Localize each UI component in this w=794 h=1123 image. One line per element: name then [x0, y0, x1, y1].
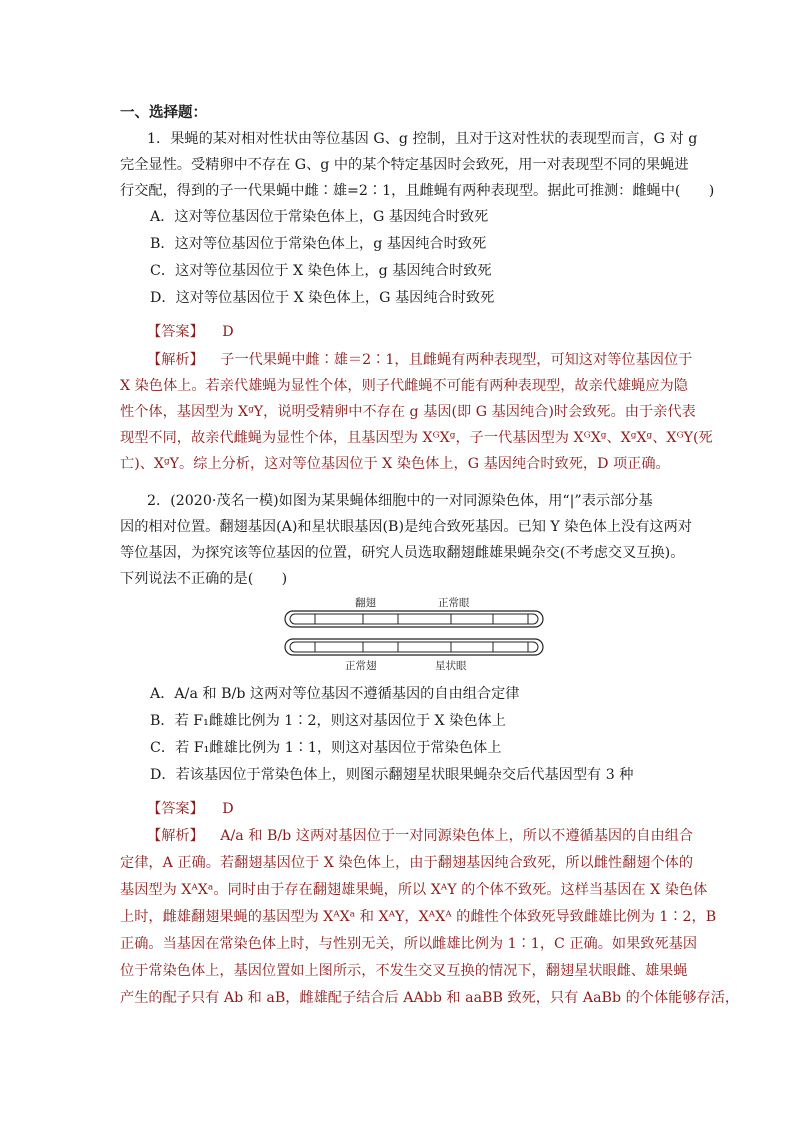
label-normal-wing: 正常翅	[345, 660, 377, 672]
q1-stem-line-2: 完全显性。受精卵中不存在 G、g 中的某个特定基因时会致死，用一对表现型不同的果蝇进	[120, 157, 689, 173]
q2-stem-line-4: 下列说法不正确的是( )	[120, 571, 288, 587]
q2-answer-tag: 【答案】	[147, 801, 204, 817]
q1-option-a: A．这对等位基因位于常染色体上，G 基因纯合时致死	[150, 209, 489, 225]
q2-analysis-line-5: 正确。当基因在常染色体上时，与性别无关，所以雌雄比例为 1∶1，C 正确。如果致死基因	[120, 936, 698, 952]
q1-stem-line-1: 1．果蝇的某对相对性状由等位基因 G、g 控制，且对于这对性状的表现型而言，G 对 g	[147, 131, 698, 147]
q1-analysis-line-3: 性个体，基因型为 XᵍY，说明受精卵中不存在 g 基因(即 G 基因纯合)时会致死。由于亲代表	[120, 404, 696, 420]
q2-analysis-line-6: 位于常染色体上，基因位置如上图所示，不发生交叉互换的情况下，翻翅星状眼雌、雄果蝇	[120, 963, 688, 979]
q2-analysis-tag: 【解析】	[147, 828, 204, 844]
q1-option-b: B．这对等位基因位于常染色体上，g 基因纯合时致死	[150, 236, 487, 252]
q2-option-b: B．若 F₁雌雄比例为 1∶2，则这对基因位于 X 染色体上	[150, 713, 506, 729]
label-normal-eye: 正常眼	[438, 597, 470, 609]
q1-analysis-text-1: 子一代果蝇中雌∶雄＝2∶1，且雌蝇有两种表现型，可知这对等位基因位于	[220, 352, 693, 368]
section-heading: 一、选择题：	[120, 104, 207, 121]
q2-option-a: A．A/a 和 B/b 这两对等位基因不遵循基因的自由组合定律	[150, 686, 520, 702]
q2-stem-line-3: 等位基因，为探究该等位基因的位置，研究人员选取翻翅雌雄果蝇杂交(不考虑交叉互换)。	[120, 545, 685, 561]
q1-analysis-line-4: 现型不同，故亲代雌蝇为显性个体，且基因型为 XᴳXᵍ，子一代基因型为 XᴳXᵍ、XᵍXᵍ、XᴳY(死	[120, 430, 713, 446]
q1-analysis-tag: 【解析】	[147, 352, 204, 368]
q2-analysis-line-3: 基因型为 XᴬXᵃ。同时由于存在翻翅雄果蝇，所以 XᴬY 的个体不致死。这样当基因在 X 染色体	[120, 882, 708, 898]
q2-option-d: D．若该基因位于常染色体上，则图示翻翅星状眼果蝇杂交后代基因型有 3 种	[150, 767, 634, 783]
q2-option-c: C．若 F₁雌雄比例为 1∶1，则这对基因位于常染色体上	[150, 740, 502, 756]
q1-analysis-line-2: X 染色体上。若亲代雄蝇为显性个体，则子代雌蝇不可能有两种表现型，故亲代雄蝇应为隐	[120, 378, 688, 394]
q2-analysis-line-7: 产生的配子只有 Ab 和 aB，雌雄配子结合后 AAbb 和 aaBB 致死，只有 AaBb 的个体能够存活，	[120, 990, 740, 1006]
q1-answer-tag: 【答案】	[147, 324, 204, 340]
q1-option-d: D．这对等位基因位于 X 染色体上，G 基因纯合时致死	[150, 290, 495, 306]
q1-answer	[147, 322, 234, 342]
chromosome-top	[285, 611, 543, 627]
q2-analysis-text-1: A/a 和 B/b 这两对基因位于一对同源染色体上，所以不遵循基因的自由组合	[220, 828, 694, 844]
q1-analysis-line-5: 亡)、XᵍY。综上分析，这对等位基因位于 X 染色体上，G 基因纯合时致死，D 项正确。	[120, 456, 670, 472]
q2-analysis-line-1	[147, 826, 693, 846]
q2-stem-line-2: 因的相对位置。翻翅基因(A)和星状眼基因(B)是纯合致死基因。已知 Y 染色体上没有这两对	[120, 519, 692, 535]
q2-analysis-line-4: 上时，雌雄翻翅果蝇的基因型为 XᴬXᵃ 和 XᴬY，XᴬXᴬ 的雌性个体致死导致雌雄比例为 1∶2，B	[120, 909, 717, 925]
q1-analysis-line-1	[147, 350, 692, 370]
label-star-eye: 星状眼	[435, 660, 467, 672]
q2-answer	[147, 799, 234, 819]
chromosome-bottom	[285, 639, 543, 655]
q2-answer-value: D	[222, 801, 234, 817]
q1-stem-line-3: 行交配，得到的子一代果蝇中雌∶雄=2∶1，且雌蝇有两种表现型。据此可推测：雌蝇中( )	[120, 183, 715, 199]
label-fanchi: 翻翅	[355, 597, 376, 609]
q2-stem-line-1: 2．(2020·茂名一模)如图为某果蝇体细胞中的一对同源染色体，用“|”表示部分基	[147, 493, 653, 509]
chromosome-diagram	[283, 593, 545, 673]
q1-answer-value: D	[222, 324, 234, 340]
q1-option-c: C．这对等位基因位于 X 染色体上，g 基因纯合时致死	[150, 263, 492, 279]
q2-analysis-line-2: 定律，A 正确。若翻翅基因位于 X 染色体上，由于翻翅基因纯合致死，所以雌性翻翅个体的	[120, 855, 694, 871]
